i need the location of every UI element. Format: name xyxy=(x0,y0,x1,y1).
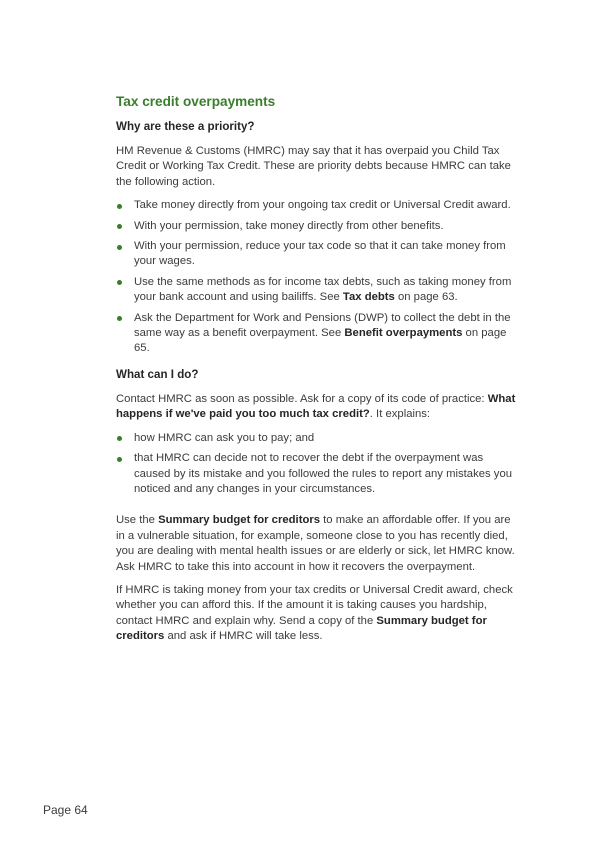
benefit-overpayments-reference: Benefit overpayments xyxy=(344,327,463,340)
page-content xyxy=(116,93,521,653)
budget-paragraph: Use the Summary budget for creditors to make an affordable offer. If you are in a vulnerable situation, for example, someone close to you has recently died, you are dealing with mental health issues or are elderly or sick, let HMRC know. Ask HMRC to take this into account in how it recovers the overpayment. xyxy=(116,514,515,573)
list-item: With your permission, reduce your tax code so that it can take money from your wages. xyxy=(116,239,521,270)
intro-paragraph: HM Revenue & Customs (HMRC) may say that it has overpaid you Child Tax Credit or Working Tax Credit. These are priority debts because HMRC can take the following action. xyxy=(116,145,511,188)
list-item: Take money directly from your ongoing tax credit or Universal Credit award. xyxy=(116,198,521,213)
explains-list xyxy=(116,431,521,498)
hardship-paragraph: If HMRC is taking money from your tax credits or Universal Credit award, check whether you can afford this. If the amount it is taking causes you hardship, contact HMRC and explain why. Send a copy of the Summary budget for creditors and ask if HMRC will take less. xyxy=(116,583,513,643)
list-item: With your permission, take money directly from other benefits. xyxy=(116,219,521,234)
section-title: Tax credit overpayments xyxy=(116,94,276,109)
bullet-dot-icon xyxy=(117,204,122,209)
what-can-i-do-heading: What can I do? xyxy=(116,367,199,381)
list-item: Use the same methods as for income tax debts, such as taking money from your bank account and using bailiffs. See Tax debts on page 63. xyxy=(116,275,521,306)
list-item: how HMRC can ask you to pay; and xyxy=(116,431,521,446)
bullet-dot-icon xyxy=(117,316,122,321)
contact-paragraph: Contact HMRC as soon as possible. Ask for a copy of its code of practice: What happens if we've paid you too much tax credit?. It explains: xyxy=(116,392,516,421)
list-item: Ask the Department for Work and Pensions (DWP) to collect the debt in the same way as a benefit overpayment. See Benefit overpayments on page 65. xyxy=(116,311,521,357)
code-of-practice-reference: What happens if we've paid you too much tax credit? xyxy=(116,392,516,421)
bullet-dot-icon xyxy=(117,245,122,250)
page-number: Page 64 xyxy=(43,803,88,817)
summary-budget-reference: Summary budget for creditors xyxy=(116,614,487,643)
bullet-dot-icon xyxy=(117,457,122,462)
why-priority-heading: Why are these a priority? xyxy=(116,120,255,133)
summary-budget-reference: Summary budget for creditors xyxy=(158,514,321,527)
bullet-dot-icon xyxy=(117,224,122,229)
bullet-dot-icon xyxy=(117,436,122,441)
tax-debts-reference: Tax debts xyxy=(342,291,395,304)
list-item: that HMRC can decide not to recover the debt if the overpayment was caused by its mistake and you followed the rules to report any mistakes you noticed and any changes in your circumstances. xyxy=(116,451,521,497)
actions-list xyxy=(116,198,521,357)
bullet-dot-icon xyxy=(117,280,122,285)
